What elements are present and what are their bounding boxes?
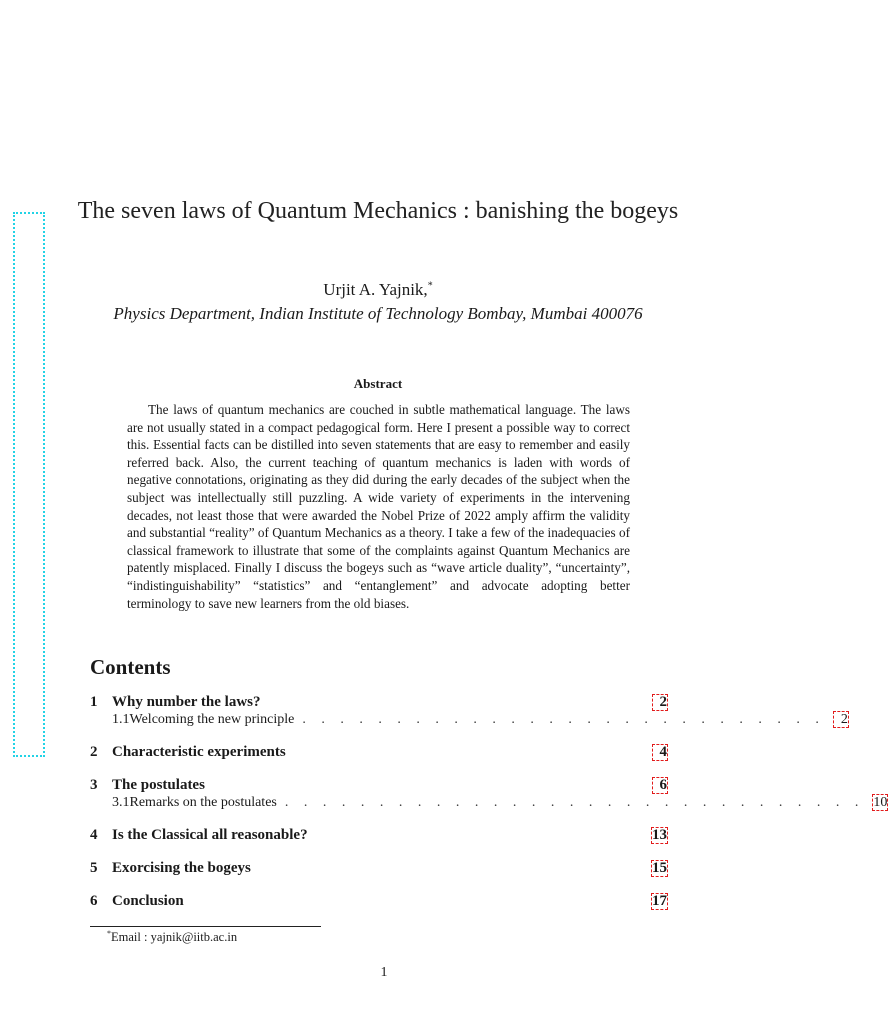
page-number: 1 (380, 965, 388, 980)
author-name: Urjit A. Yajnik, (323, 280, 428, 299)
toc-number: 6 (90, 893, 98, 909)
affiliation: Physics Department, Indian Institute of Technology Bombay, Mumbai 400076 (113, 304, 643, 323)
toc-entry-2[interactable] (90, 744, 668, 761)
toc-page-link[interactable]: 4 (652, 744, 668, 761)
footnote-text: Email : yajnik@iitb.ac.in (111, 930, 238, 945)
paper-title: The seven laws of Quantum Mechanics : banishing the bogeys (77, 198, 679, 224)
toc-title: Characteristic experiments (112, 744, 286, 760)
toc-title: Remarks on the postulates (129, 795, 277, 810)
toc-number: 1 (90, 694, 98, 710)
toc-entry-5[interactable] (90, 860, 668, 877)
toc-title: Is the Classical all reasonable? (112, 827, 308, 843)
footnote-mark: * (107, 929, 111, 938)
toc-page-link[interactable]: 17 (652, 893, 667, 909)
toc-title: The postulates (112, 777, 205, 793)
toc-entry-4[interactable] (90, 827, 668, 844)
toc-number: 4 (90, 827, 98, 843)
toc-title: Conclusion (112, 893, 184, 909)
toc-number: 2 (90, 744, 98, 760)
toc-leader: . . . . . . . . . . . . . . . . . . . . . . . . . . . . . . . (284, 795, 865, 810)
toc-number: 5 (90, 860, 98, 876)
abstract-text: The laws of quantum mechanics are couched in subtle mathematical language. The laws are not usually stated in a compact pedagogical form. Here I present a possible way to correct this. Essential facts can be distilled into seven statements that are easy to remember and easily referred back. Also, the current teaching of quantum mechanics is laden with words of negative connotations, originating as they did during the early decades of the subject when the subject was intellectually still puzzling. A wide variety of experiments in the intervening decades, not least those that were awarded the Nobel Prize of 2022 amply affirm the validity and substantial “reality” of Quantum Mechanics as a theory. I take a few of the inadequacies of classical framework to illustrate that some of the complaints against Quantum Mechanics are patently misplaced. Finally I discuss the bogeys such as “wave article duality”, “uncertainty”, “indistinguishability” “statistics” and “entanglement” and advocate adopting better terminology to save new learners from the old biases. (127, 402, 630, 611)
toc-page-link[interactable]: 10 (873, 795, 888, 810)
contents-heading: Contents (90, 655, 171, 679)
toc-title: Welcoming the new principle (129, 712, 295, 727)
toc-entry-3[interactable] (90, 777, 668, 794)
footnote-rule (90, 926, 321, 927)
toc-title: Why number the laws? (112, 694, 261, 710)
toc-number: 3 (90, 777, 98, 793)
toc-number: 1.1 (112, 712, 130, 727)
author-line (60, 280, 696, 300)
toc-entry-3-1[interactable] (90, 794, 888, 811)
link-annotation-frame (13, 212, 45, 757)
toc-entry-6[interactable] (90, 893, 668, 910)
toc-page-link[interactable]: 15 (652, 860, 667, 876)
footnote (107, 929, 237, 945)
toc-leader: . . . . . . . . . . . . . . . . . . . . . . . . . . . . (302, 712, 825, 727)
toc-page-link[interactable]: 13 (652, 827, 667, 843)
author-footnote-mark[interactable]: * (427, 280, 433, 292)
toc-page-link[interactable]: 2 (833, 711, 849, 728)
toc-entry-1-1[interactable] (90, 711, 848, 728)
toc-page-link[interactable]: 2 (652, 694, 668, 711)
toc-title: Exorcising the bogeys (112, 860, 251, 876)
toc-number: 3.1 (112, 795, 130, 810)
toc-page-link[interactable]: 6 (652, 777, 668, 794)
table-of-contents (90, 694, 888, 910)
toc-entry-1[interactable] (90, 694, 668, 711)
abstract-heading: Abstract (353, 376, 403, 391)
